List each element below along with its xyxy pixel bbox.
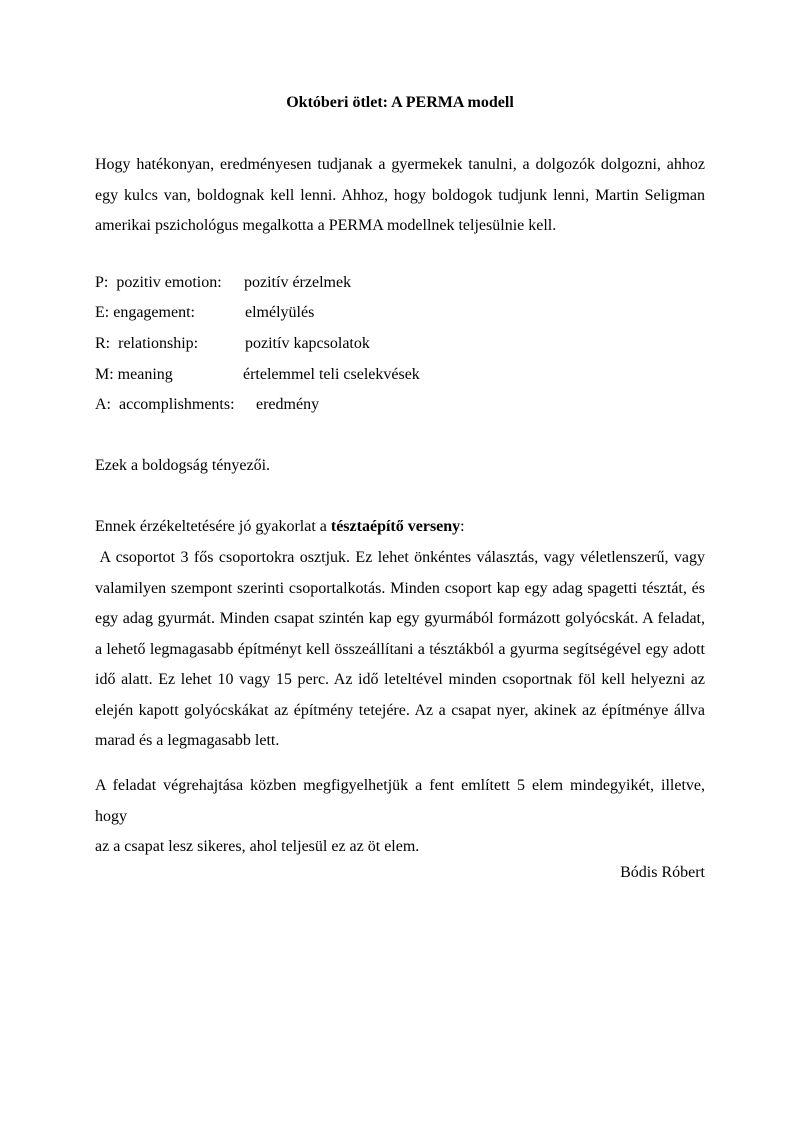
exercise-name: tésztaépítő verseny <box>330 518 461 535</box>
perma-term: E: engagement: <box>95 304 195 321</box>
exercise-intro-colon: : <box>460 518 465 535</box>
perma-term: P: pozitiv emotion: <box>95 274 222 291</box>
intro-line: egy kulcs van, boldognak kell lenni. Ahhoz, hogy boldogok tudjunk lenni, Martin Seligman <box>95 186 705 204</box>
intro-line: amerikai pszichológus megalkotta a PERMA modellnek teljesülnie kell. <box>95 217 557 234</box>
exercise-intro <box>95 516 465 538</box>
intro-line: Hogy hatékonyan, eredményesen tudjanak a gyermekek tanulni, a dolgozók dolgozni, ahhoz <box>95 156 705 173</box>
perma-term: A: accomplishments: <box>95 396 235 413</box>
exercise-line: valamilyen szempont szerinti csoportalkotás. Minden csoport kap egy adag spagetti tésztát, és <box>95 579 705 597</box>
conclusion-line: az a csapat lesz sikeres, ahol teljesül ez az öt elem. <box>95 838 420 855</box>
exercise-intro-text: Ennek érzékeltetésére jó gyakorlat a <box>95 518 331 535</box>
perma-term: M: meaning <box>95 366 173 383</box>
perma-meaning: értelemmel teli cselekvések <box>243 366 420 383</box>
exercise-line: A csoportot 3 fős csoportokra osztjuk. Ez lehet önkéntes választás, vagy véletlenszerű, vagy <box>95 549 705 566</box>
author-signature: Bódis Róbert <box>620 864 705 881</box>
exercise-line: marad és a legmagasabb lett. <box>95 732 280 749</box>
conclusion-paragraph <box>95 771 705 863</box>
perma-meaning: pozitív érzelmek <box>244 274 352 291</box>
perma-meaning: eredmény <box>256 396 320 413</box>
exercise-line: a lehető legmagasabb építményt kell összeállítani a tésztákból a gyurma segítségével egy adott <box>95 640 705 658</box>
intro-paragraph <box>95 150 705 242</box>
exercise-paragraph <box>95 543 705 757</box>
exercise-line: egy adag gyurmát. Minden csapat szintén kap egy gyurmából formázott golyócskát. A feladat, <box>95 610 705 627</box>
exercise-line: idő alatt. Ez lehet 10 vagy 15 perc. Az idő leteltével minden csoportnak föl kell helyezni az <box>95 671 705 688</box>
exercise-line: elején kapott golyócskákat az építmény tetejére. Az a csapat nyer, akinek az építménye állva <box>95 701 705 719</box>
conclusion-line: A feladat végrehajtása közben megfigyelhetjük a fent említett 5 elem mindegyikét, illetve, hogy <box>95 777 705 825</box>
factors-sentence: Ezek a boldogság tényezői. <box>95 457 271 474</box>
perma-meaning: pozitív kapcsolatok <box>245 335 370 352</box>
perma-meaning: elmélyülés <box>245 304 315 321</box>
document-title: Októberi ötlet: A PERMA modell <box>286 94 514 111</box>
perma-term: R: relationship: <box>95 335 199 352</box>
